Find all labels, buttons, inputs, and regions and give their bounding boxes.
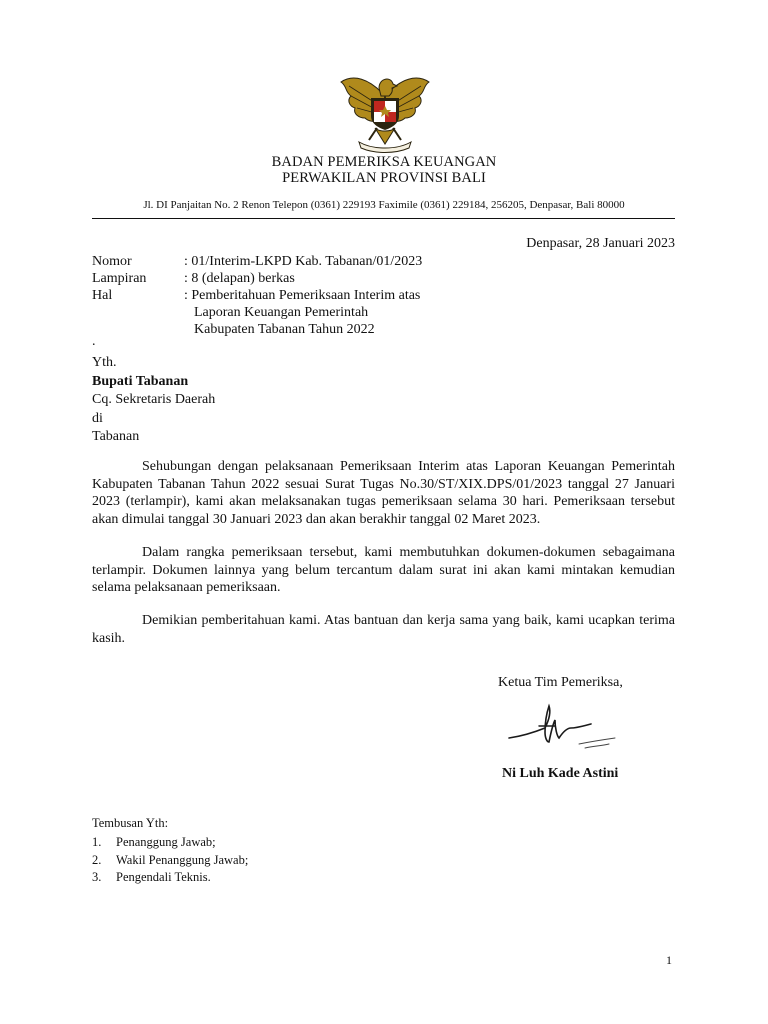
- addressee-yth: Yth.: [92, 355, 117, 370]
- list-item: [92, 834, 248, 852]
- addressee-cq: Cq. Sekretaris Daerah: [92, 392, 216, 407]
- addressee-name: Bupati Tabanan: [92, 373, 189, 389]
- org-name-line2: PERWAKILAN PROVINSI BALI: [282, 170, 486, 186]
- list-item: [92, 852, 248, 870]
- meta-value-hal-cont1: Laporan Keuangan Pemerintah: [194, 305, 369, 320]
- place-date: Denpasar, 28 Januari 2023: [526, 236, 675, 251]
- cc-title: Tembusan Yth:: [92, 816, 169, 830]
- org-address: Jl. DI Panjaitan No. 2 Renon Telepon (0361) 229193 Faximile (0361) 229184, 256205, Denpasar, Bali 80000: [143, 199, 625, 211]
- meta-value-lampiran: : 8 (delapan) berkas: [184, 271, 295, 286]
- closing-title: Ketua Tim Pemeriksa,: [498, 675, 623, 690]
- meta-label-lampiran: Lampiran: [92, 271, 147, 286]
- body-paragraph-2: Dalam rangka pemeriksaan tersebut, kami membutuhkan dokumen-dokumen sebagaimana terlampir. Dokumen lainnya yang belum tercantum dalam surat ini akan kami mintakan kemudian selama pelaksanaan pemeriksaan.: [92, 545, 675, 595]
- cc-item-label: Penanggung Jawab;: [116, 835, 216, 849]
- meta-label-hal: Hal: [92, 288, 113, 303]
- cc-item-number: 2.: [92, 852, 102, 867]
- header-divider: [92, 218, 675, 219]
- signature-icon: [505, 702, 627, 754]
- cc-item-number: 1.: [92, 835, 102, 849]
- meta-row-hal: [92, 287, 484, 304]
- signer-name: Ni Luh Kade Astini: [502, 766, 619, 781]
- list-item: [92, 869, 248, 887]
- body-paragraph-1: Sehubungan dengan pelaksanaan Pemeriksaan Interim atas Laporan Keuangan Pemerintah Kabupaten Tabanan Tahun 2022 sesuai Surat Tugas No.30/ST/XIX.DPS/01/2023 tanggal 27 Januari 2023 (terlampir), kami akan melaksanakan tugas pemeriksaan selama 30 hari. Pemeriksaan tersebut akan dimulai tanggal 30 Januari 2023 dan akan berakhir tanggal 02 Maret 2023.: [92, 459, 675, 527]
- addressee-block: [92, 354, 215, 447]
- meta-row-lampiran: [92, 270, 484, 287]
- org-name-line1: BADAN PEMERIKSA KEUANGAN: [271, 154, 497, 170]
- page-number: 1: [666, 953, 672, 967]
- cc-item-number: 3.: [92, 870, 102, 884]
- addressee-place: Tabanan: [92, 429, 140, 444]
- meta-label-nomor: Nomor: [92, 254, 132, 269]
- garuda-emblem-icon: [339, 66, 431, 154]
- cc-item-label: Wakil Penanggung Jawab;: [116, 852, 249, 867]
- addressee-di: di: [92, 410, 103, 426]
- letter-meta: [92, 253, 484, 338]
- meta-value-nomor: : 01/Interim-LKPD Kab. Tabanan/01/2023: [184, 254, 423, 269]
- separator-dot: .: [92, 334, 96, 349]
- cc-list: [92, 834, 248, 887]
- meta-value-hal-cont2: Kabupaten Tabanan Tahun 2022: [194, 322, 375, 337]
- cc-item-label: Pengendali Teknis.: [116, 870, 211, 884]
- meta-row-nomor: [92, 253, 484, 270]
- meta-value-hal: : Pemberitahuan Pemeriksaan Interim atas: [184, 288, 421, 303]
- body-paragraph-3: Demikian pemberitahuan kami. Atas bantuan dan kerja sama yang baik, kami ucapkan terima kasih.: [92, 613, 675, 646]
